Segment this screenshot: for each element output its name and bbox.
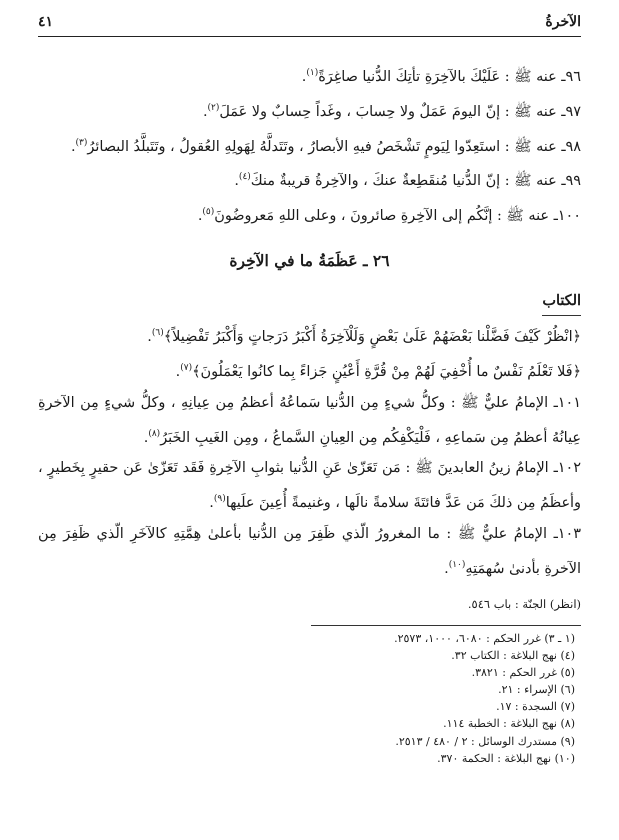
hadith-102: ١٠٢ـ الإمامُ زينُ العابدينَ ﷺ : مَن تَعَزّىٰ عَنِ الدُّنيا بثوابِ الآخِرةِ فَقَد تَعَزّىٰ عَن حقيرٍ بِخَطيرٍ ، وأعظَمُ مِن ذلكَ مَن عَدَّ فائتَةَ سلامةً نالَها ، وغنيمةً أُعِينَ علَيها$^{(٩)}$. — [38, 460, 581, 512]
hadith-100: ١٠٠ـ عنه ﷺ : إنَّكُم إلى الآخِرةِ صائرونَ ، وعلى اللهِ مَعروضُونَ$^{(٥)}$. — [197, 207, 581, 224]
footnote: (١ ـ ٣) غرر الحكم : ٦٠٨٠، ١٠٠٠، ٢٥٧٣. — [394, 632, 575, 645]
hadith-99: ٩٩ـ عنه ﷺ : إنّ الدُّنيا مُنقَطِعةٌ عنكَ ، والآخِرةُ قريبةٌ منكَ$^{(٤)}$. — [234, 172, 581, 190]
page-body — [38, 58, 581, 615]
footnote: (٥) غرر الحكم : ٣٨٢١. — [471, 666, 575, 680]
footnote-ref: (٤) — [238, 172, 251, 183]
footnote: (٤) نهج البلاغة : الكتاب ٣٢. — [451, 649, 575, 663]
footnote-ref: (٨) — [148, 428, 161, 439]
footnote-ref: (١) — [306, 68, 319, 78]
chapter-title: الآخرةُ — [545, 14, 581, 30]
footnote: (٨) نهج البلاغة : الخطبة ١١٤. — [443, 717, 575, 731]
hadith-97: ٩٧ـ عنه ﷺ : إنّ اليومَ عَمَلٌ ولا حِسابَ ، وغَداً حِسابٌ ولا عَمَلَ$^{(٢)}$. — [202, 102, 581, 120]
subsection-heading: الكتاب — [542, 288, 581, 316]
footnote-ref: (١٠) — [448, 560, 466, 571]
quran-verse-2: ﴿فَلا تَعْلَمُ نَفْسٌ ما أُخْفِيَ لَهُمْ مِنْ قُرَّةِ أَعْيُنٍ جَزاءً بِما كانُوا يَعْمَلُونَ﴾$^{(٧)}$. — [175, 362, 581, 380]
hadith-103: ١٠٣ـ الإمامُ عليٌّ ﷺ : ما المغرورُ الّذي ظَفِرَ مِن الدُّنيا بأعلىٰ هِمَّتِهِ كالآخَرِ الّذي ظَفِرَ مِن الآخرةِ بأدنىٰ سُهمَتِهِ$^{(١٠)}$. — [38, 526, 581, 577]
footnote-ref: (٧) — [180, 362, 193, 373]
hadith-98: ٩٨ـ عنه ﷺ : استَعِدّوا لِيَومٍ تَشْخَصُ فيهِ الأبصارُ ، وتَتَدلَّهُ لِهَولِهِ العُقولُ ، وتَتَبلَّدُ البصائرُ$^{(٣)}$. — [70, 137, 581, 155]
footnotes — [38, 630, 575, 767]
running-header — [38, 10, 581, 37]
footnote: (٧) السجدة : ١٧. — [496, 700, 575, 714]
footnote: (٩) مستدرك الوسائل : ٢ / ٤٨٠ / ٢٥١٣. — [395, 734, 575, 748]
footnote-ref: (٥) — [202, 207, 215, 218]
quran-verse-1: ﴿انْظُرْ كَيْفَ فَضَّلْنا بَعْضَهُمْ عَلَىٰ بَعْضٍ وَلَلْآخِرَةُ أَكْبَرُ دَرَجاتٍ وَأَكْبَرُ تَفْضِيلاً﴾$^{(٦)}$. — [147, 327, 581, 345]
footnote-ref: (٦) — [151, 327, 164, 338]
footnote-ref: (٢) — [207, 102, 220, 113]
see-also-note: (انظر) الجنّة : باب ٥٤٦. — [467, 596, 581, 611]
footnote-ref: (٣) — [75, 137, 88, 148]
hadith-96: ٩٦ـ عنه ﷺ : عَلَيْكَ بالآخِرَةِ تأتِكَ الدُّنيا صاغِرَةً$^{(١)}$. — [301, 68, 581, 85]
footnote: (١٠) نهج البلاغة : الحكمة ٣٧٠. — [437, 751, 575, 765]
section-heading: ٢٦ ـ عَظَمَةُ ما في الآخِرة — [229, 250, 390, 270]
page-number: ٤١ — [38, 14, 54, 30]
hadith-101: ١٠١ـ الإمامُ عليٌّ ﷺ : وكلُّ شيءٍ مِن الدُّنيا سَماعُهُ أعظمُ مِن عِيانِهِ ، وكلُّ شيءٍ مِن الآخرةِ عِيانُهُ أعظمُ مِن سَماعِهِ ، فَلْيَكْفِكُم مِن العِيانِ السَّماعُ ، ومِن الغَيبِ الخَبَرُ$^{(٨)}$. — [38, 394, 581, 446]
footnote: (٦) الإسراء : ٢١. — [498, 683, 575, 697]
footnote-divider — [311, 625, 581, 626]
footnote-ref: (٩) — [213, 494, 226, 505]
